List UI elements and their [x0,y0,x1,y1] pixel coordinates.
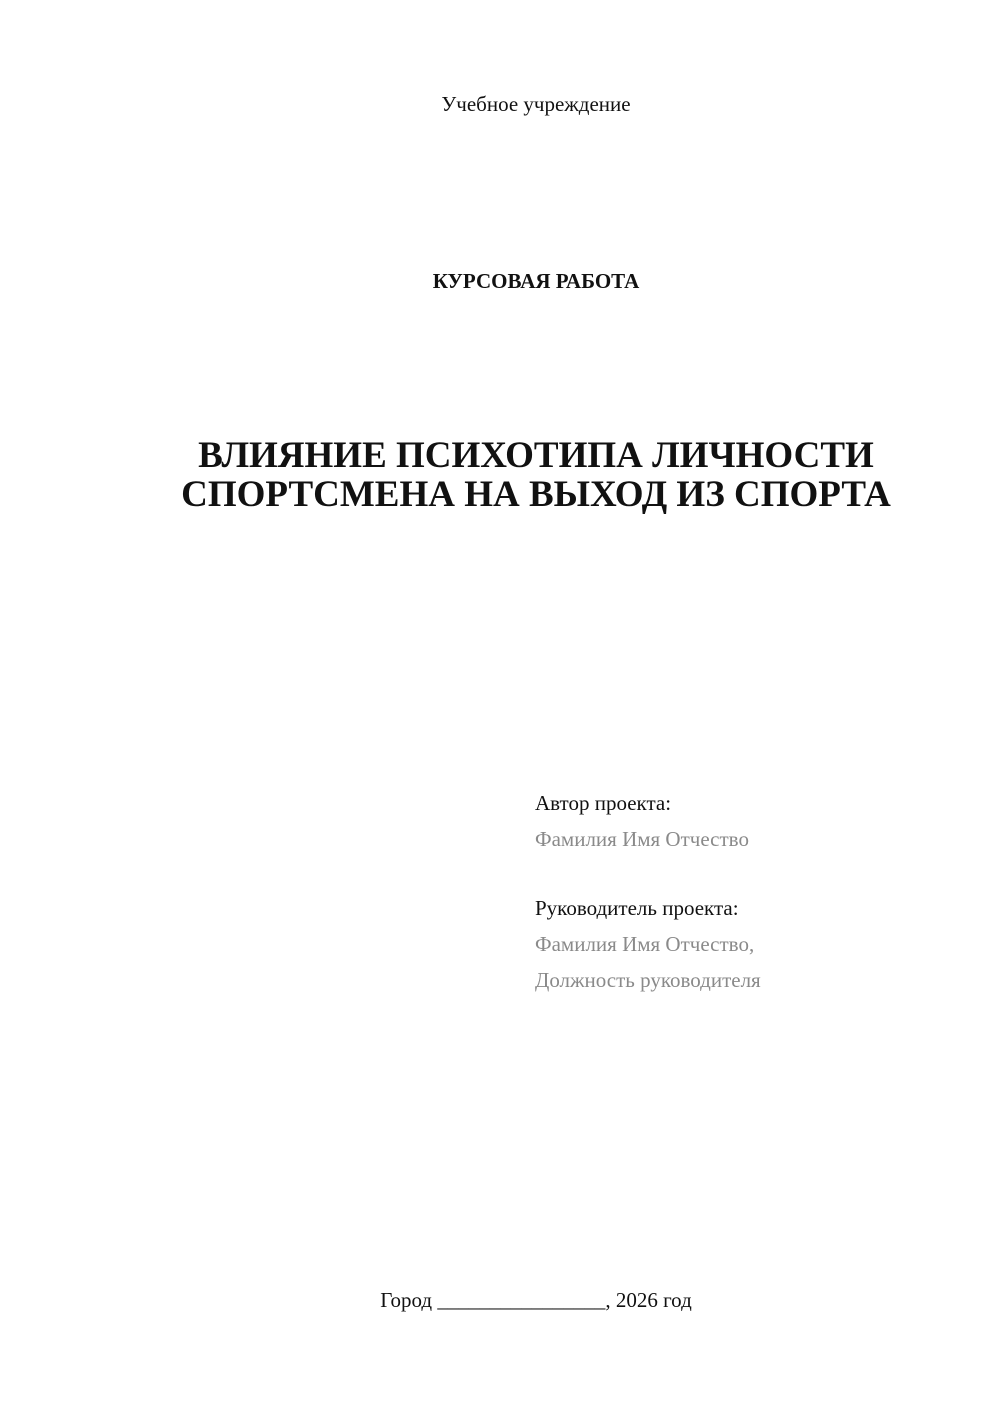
supervisor-label: Руководитель проекта: [535,896,739,920]
year-label: , 2026 год [605,1288,692,1312]
supervisor-name: Фамилия Имя Отчество, [535,932,755,956]
author-block [535,785,749,857]
author-name: Фамилия Имя Отчество [535,827,749,851]
city-year-line [0,1288,1000,1313]
institution-name: Учебное учреждение [441,92,631,116]
work-title [0,436,1000,514]
author-label: Автор проекта: [535,791,672,815]
work-title-line-1: ВЛИЯНИЕ ПСИХОТИПА ЛИЧНОСТИ [198,435,874,476]
city-blank: ________________ [437,1288,606,1312]
supervisor-block [535,890,761,998]
work-type-heading: КУРСОВАЯ РАБОТА [432,269,640,293]
city-label: Город [380,1288,433,1312]
supervisor-position: Должность руководителя [535,968,761,992]
work-title-line-2: СПОРТСМЕНА НА ВЫХОД ИЗ СПОРТА [181,474,891,515]
